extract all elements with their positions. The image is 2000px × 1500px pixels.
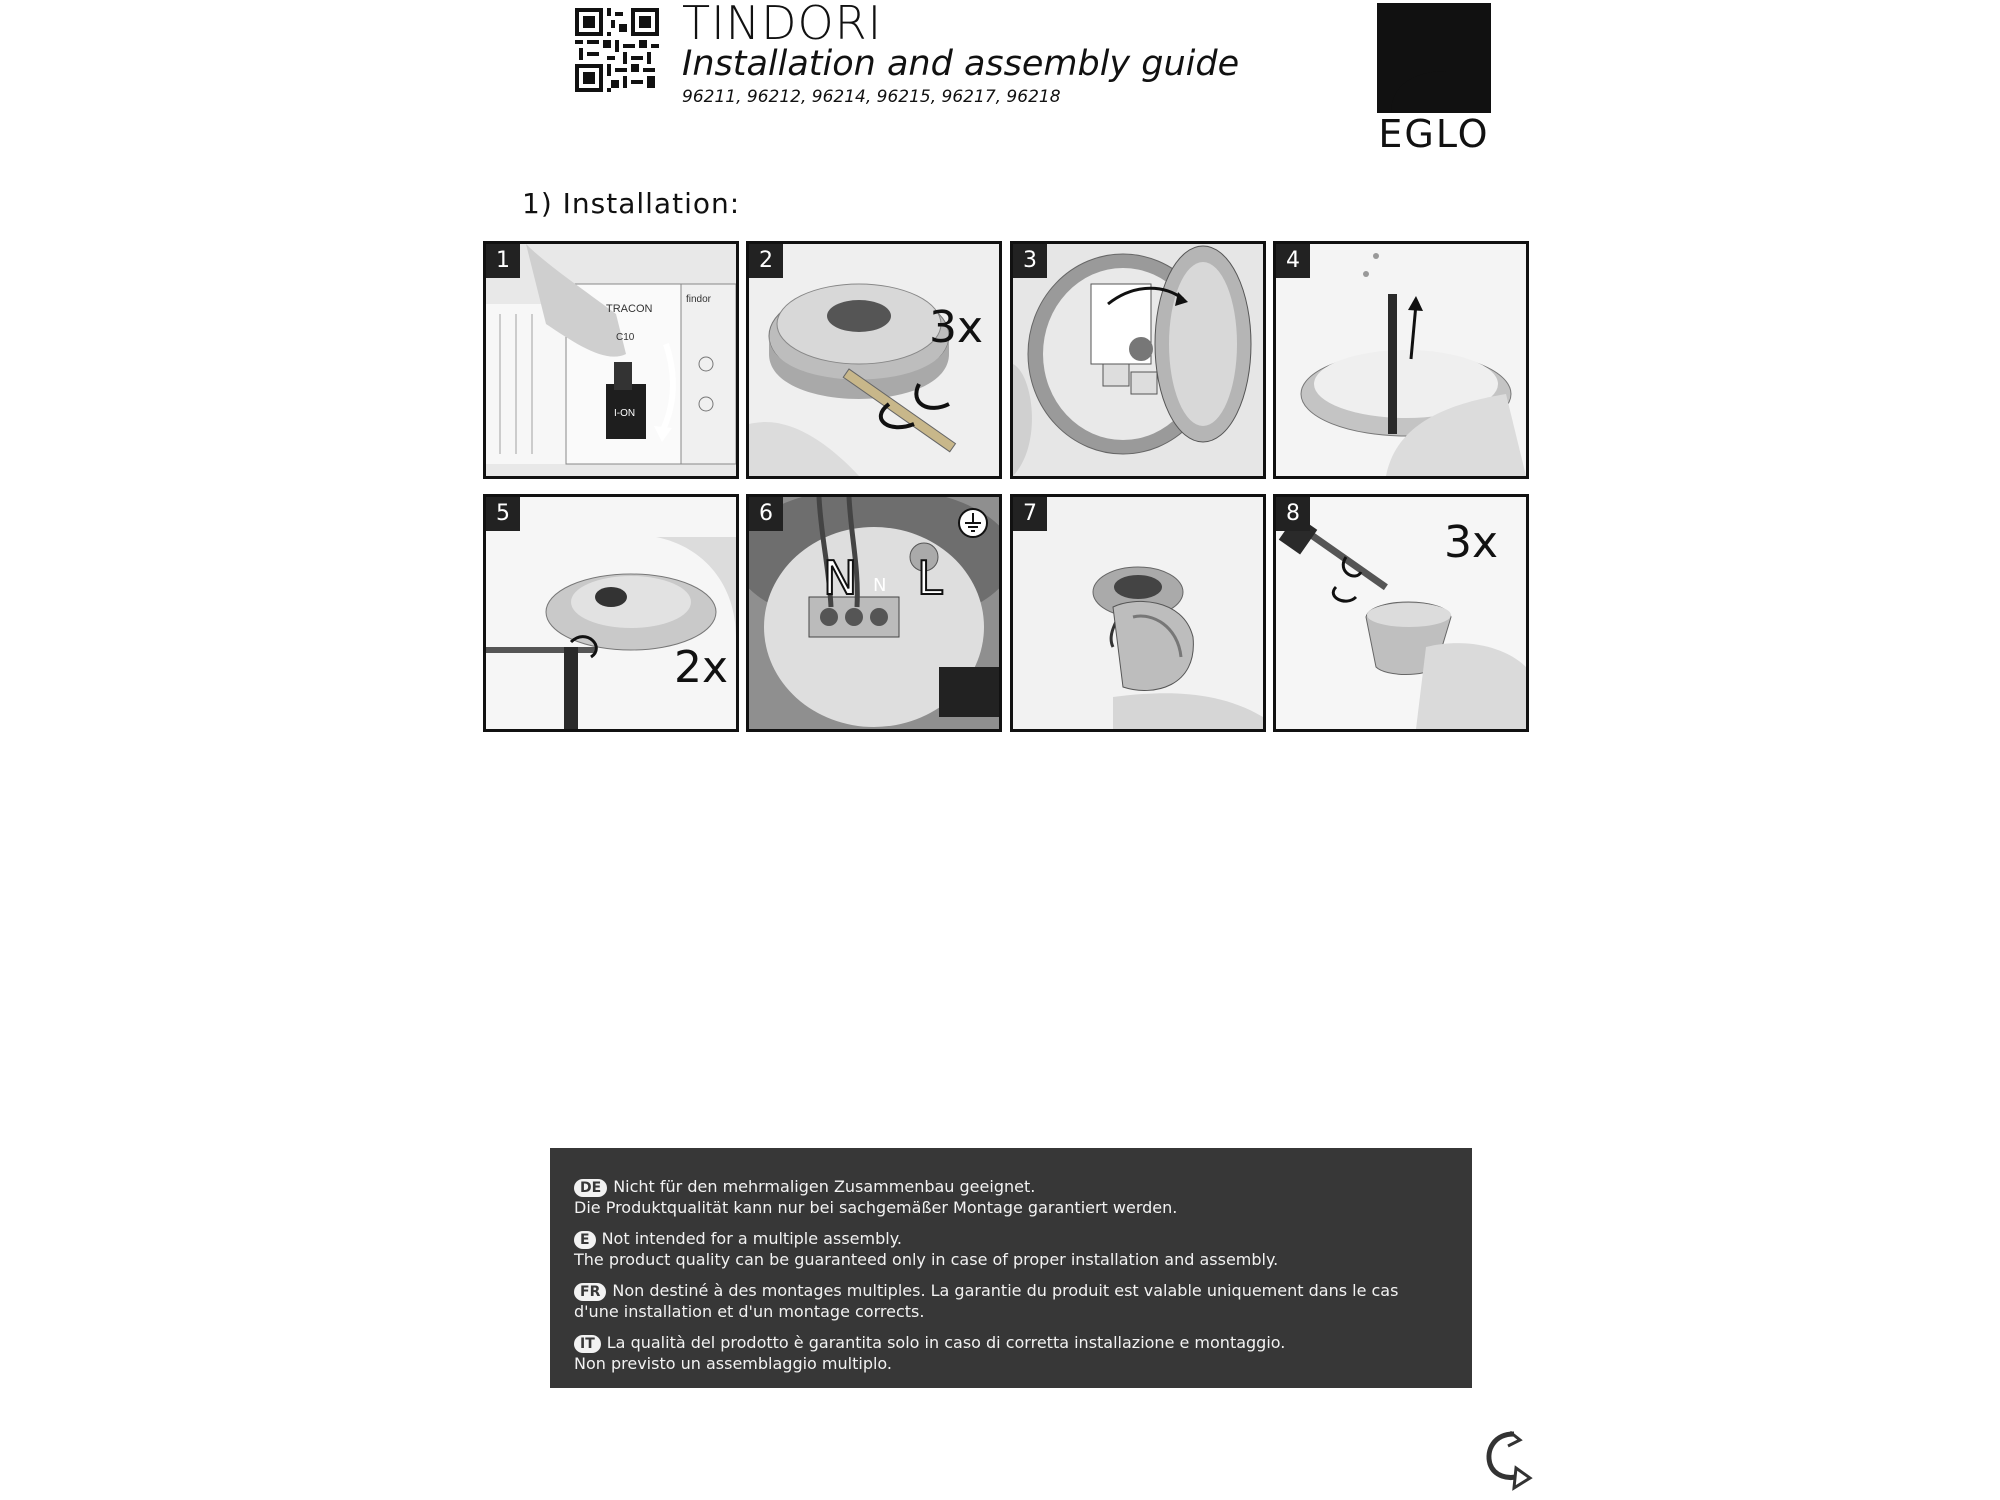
multilingual-notice	[550, 1148, 1472, 1388]
step-number: 5	[486, 497, 520, 531]
step-3-panel	[1010, 241, 1266, 479]
notice-block-it	[574, 1332, 1448, 1374]
turn-page-icon[interactable]	[1480, 1430, 1536, 1494]
repeat-count-label: 3x	[929, 302, 984, 353]
document-subtitle: Installation and assembly guide	[682, 44, 1240, 84]
language-badge: DE	[574, 1179, 607, 1197]
document-title: TINDORI	[682, 0, 883, 50]
notice-block-en	[574, 1228, 1448, 1270]
remove-plate-illustration	[1013, 244, 1263, 476]
step-7-panel	[1010, 494, 1266, 732]
eglo-logo-icon	[1377, 3, 1491, 113]
svg-text:I-ON: I-ON	[614, 408, 636, 419]
step-2-panel	[746, 241, 1002, 479]
section-title: 1) Installation:	[522, 187, 741, 220]
notice-block-de	[574, 1176, 1448, 1218]
step-number: 2	[749, 244, 783, 278]
language-badge: E	[574, 1231, 596, 1249]
repeat-count-label: 2x	[674, 642, 729, 693]
repeat-count-label: 3x	[1444, 517, 1499, 568]
fix-plate-illustration	[486, 497, 736, 729]
neutral-wire-small-label: N	[873, 575, 887, 596]
step-8-panel	[1273, 494, 1529, 732]
step-4-panel	[1273, 241, 1529, 479]
svg-text:findor: findor	[686, 294, 712, 305]
svg-text:C10: C10	[616, 332, 635, 343]
neutral-wire-label: N	[823, 551, 858, 605]
step-5-panel	[483, 494, 739, 732]
notice-text: Non destiné à des montages multiples. La garantie du produit est valable uniquement dans le cas d'une installation et d'un montage corrects.	[574, 1281, 1399, 1321]
notice-block-fr	[574, 1280, 1448, 1322]
ground-symbol-icon	[957, 507, 989, 539]
step-1-panel	[483, 241, 739, 479]
step-number: 3	[1013, 244, 1047, 278]
language-badge: FR	[574, 1283, 606, 1301]
language-badge: IT	[574, 1335, 601, 1353]
live-wire-label: L	[917, 551, 943, 605]
svg-text:TRACON: TRACON	[606, 303, 653, 315]
qr-code-icon	[575, 8, 659, 92]
step-number: 1	[486, 244, 520, 278]
notice-text: Nicht für den mehrmaligen Zusammenbau geeignet. Die Produktqualität kann nur bei sachgemäßer Montage garantiert werden.	[574, 1177, 1178, 1217]
step-number: 8	[1276, 497, 1310, 531]
step-number: 7	[1013, 497, 1047, 531]
notice-text: La qualità del prodotto è garantita solo in caso di corretta installazione e montaggio. Non previsto un assemblaggio multiplo.	[574, 1333, 1286, 1373]
brand-name: EGLO	[1378, 112, 1490, 156]
model-numbers: 96211, 96212, 96214, 96215, 96217, 96218	[682, 87, 1061, 107]
step-number: 6	[749, 497, 783, 531]
step-number: 4	[1276, 244, 1310, 278]
step-6-panel	[746, 494, 1002, 732]
breaker-labels	[486, 244, 736, 476]
notice-text: Not intended for a multiple assembly. The product quality can be guaranteed only in case of proper installation and assembly.	[574, 1229, 1279, 1269]
loosen-screws-illustration	[749, 244, 999, 476]
drill-marking-illustration	[1276, 244, 1526, 476]
attach-lamp-illustration	[1013, 497, 1263, 729]
